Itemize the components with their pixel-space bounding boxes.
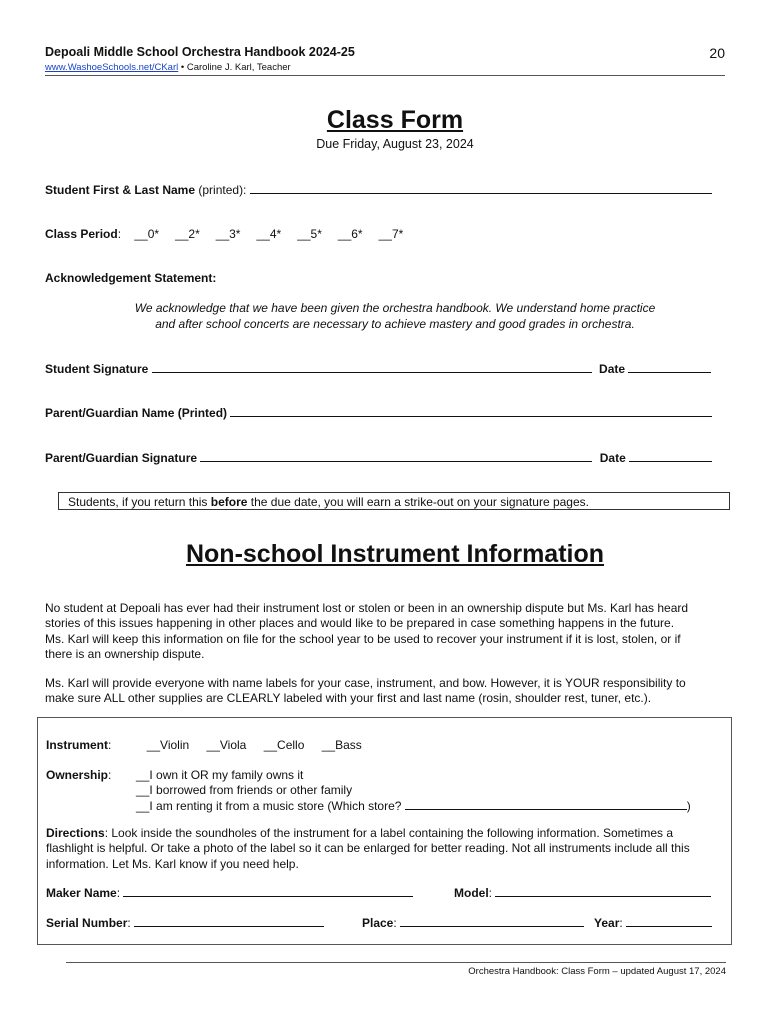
ownership-label: Ownership (46, 768, 109, 782)
student-signature-label: Student Signature (45, 362, 149, 376)
period-option-5[interactable]: __5* (297, 227, 322, 241)
parent-date-field[interactable] (629, 450, 712, 462)
student-name-label: Student First & Last Name (45, 183, 196, 197)
place-label: Place (362, 916, 394, 930)
period-option-2[interactable]: __2* (175, 227, 200, 241)
class-period-label: Class Period (45, 227, 118, 241)
cello-option[interactable]: __Cello (263, 738, 305, 752)
ack-statement: We acknowledge that we have been given the orchestra handbook. We understand home practice and after school concerts are necessary to achieve mastery and good grades in orchestra. (134, 301, 656, 331)
ownership-renting-row: __I am renting it from a music store (Which store? ) (136, 799, 691, 813)
due-date: Due Friday, August 23, 2024 (316, 137, 474, 151)
student-name-row (45, 182, 712, 197)
year-field[interactable] (626, 915, 712, 927)
ownership-borrowed-option[interactable]: __I borrowed from friends or other family (136, 783, 353, 797)
intro-paragraph: No student at Depoali has ever had their instrument lost or stolen or been in an ownership dispute but Ms. Karl has heard stories of this issues happening in other places and would like to be prepared in case something happens in the future. Ms. Karl will keep this information on file for the school year to be used to recover your instrument if it is lost, stolen, or if there is an ownership dispute. (45, 601, 689, 661)
header-title: Depoali Middle School Orchestra Handbook 2024-25 (45, 45, 355, 59)
bass-option[interactable]: __Bass (321, 738, 362, 752)
class-period-row: Class Period: __0* __2* __3* __4* __5* __6* __7* (45, 227, 404, 241)
place-field[interactable] (400, 915, 584, 927)
student-name-suffix: (printed): (198, 183, 247, 197)
instrument-info-title: Non-school Instrument Information (185, 540, 605, 568)
year-row: Year: (594, 915, 712, 931)
parent-name-row (45, 405, 712, 420)
model-row: Model: (454, 885, 711, 901)
music-store-field[interactable] (405, 798, 687, 810)
ack-label: Acknowledgement Statement: (45, 271, 217, 285)
website-link[interactable]: www.WashoeSchools.net/CKarl (45, 62, 179, 73)
period-option-0[interactable]: __0* (134, 227, 160, 241)
violin-option[interactable]: __Violin (146, 738, 190, 752)
header-subtitle (45, 62, 291, 73)
class-form-title: Class Form (326, 106, 464, 134)
instrument-info-box (37, 717, 732, 945)
labels-paragraph: Ms. Karl will provide everyone with name labels for your case, instrument, and bow. However, it is YOUR responsibility to make sure ALL other supplies are CLEARLY labeled with your first and last name (rosin, shoulder rest, tuner, etc.). (45, 676, 686, 706)
model-label: Model (454, 886, 489, 900)
period-option-3[interactable]: __3* (215, 227, 241, 241)
serial-field[interactable] (134, 915, 324, 927)
header-divider (45, 75, 725, 76)
maker-label: Maker Name (46, 886, 117, 900)
period-option-7[interactable]: __7* (378, 227, 404, 241)
student-date-field[interactable] (628, 361, 711, 373)
date-label: Date (599, 451, 626, 465)
directions-text: Directions: Look inside the soundholes of the instrument for a label containing the following information. Sometimes a flashlight is helpful. Or take a photo of the label so it can be enlarged for better reading. Not all instruments include all this information. Let Ms. Karl know if you need help. (46, 826, 690, 871)
maker-row: Maker Name: (46, 885, 413, 901)
model-field[interactable] (495, 885, 711, 897)
directions-label: Directions (46, 826, 105, 840)
early-return-note: Students, if you return this before the due date, you will earn a strike-out on your signature pages. (58, 492, 730, 510)
date-label: Date (599, 362, 626, 376)
footer-divider (66, 962, 726, 963)
maker-field[interactable] (123, 885, 413, 897)
period-option-6[interactable]: __6* (337, 227, 363, 241)
ownership-renting-option[interactable]: __I am renting it from a music store (Which store? (136, 799, 402, 813)
instrument-label: Instrument (46, 738, 109, 752)
parent-name-label: Parent/Guardian Name (Printed) (45, 406, 228, 420)
parent-signature-label: Parent/Guardian Signature (45, 451, 198, 465)
instrument-row: Instrument: __Violin __Viola __Cello __Bass (46, 738, 362, 752)
parent-signature-field[interactable] (200, 450, 592, 462)
viola-option[interactable]: __Viola (206, 738, 247, 752)
student-signature-field[interactable] (152, 361, 592, 373)
teacher-name: • Caroline J. Karl, Teacher (180, 62, 291, 73)
student-signature-row (45, 361, 711, 376)
page-number: 20 (709, 45, 725, 61)
ownership-own-option[interactable]: __I own it OR my family owns it (136, 768, 304, 782)
parent-name-field[interactable] (230, 405, 712, 417)
serial-label: Serial Number (46, 916, 128, 930)
ownership-label-row: Ownership: (46, 768, 112, 782)
footer-text: Orchestra Handbook: Class Form – updated August 17, 2024 (468, 966, 726, 977)
place-row: Place: (362, 915, 584, 931)
year-label: Year (594, 916, 620, 930)
period-option-4[interactable]: __4* (256, 227, 282, 241)
serial-row: Serial Number: (46, 915, 324, 931)
parent-signature-row (45, 450, 712, 465)
student-name-field[interactable] (250, 182, 712, 194)
